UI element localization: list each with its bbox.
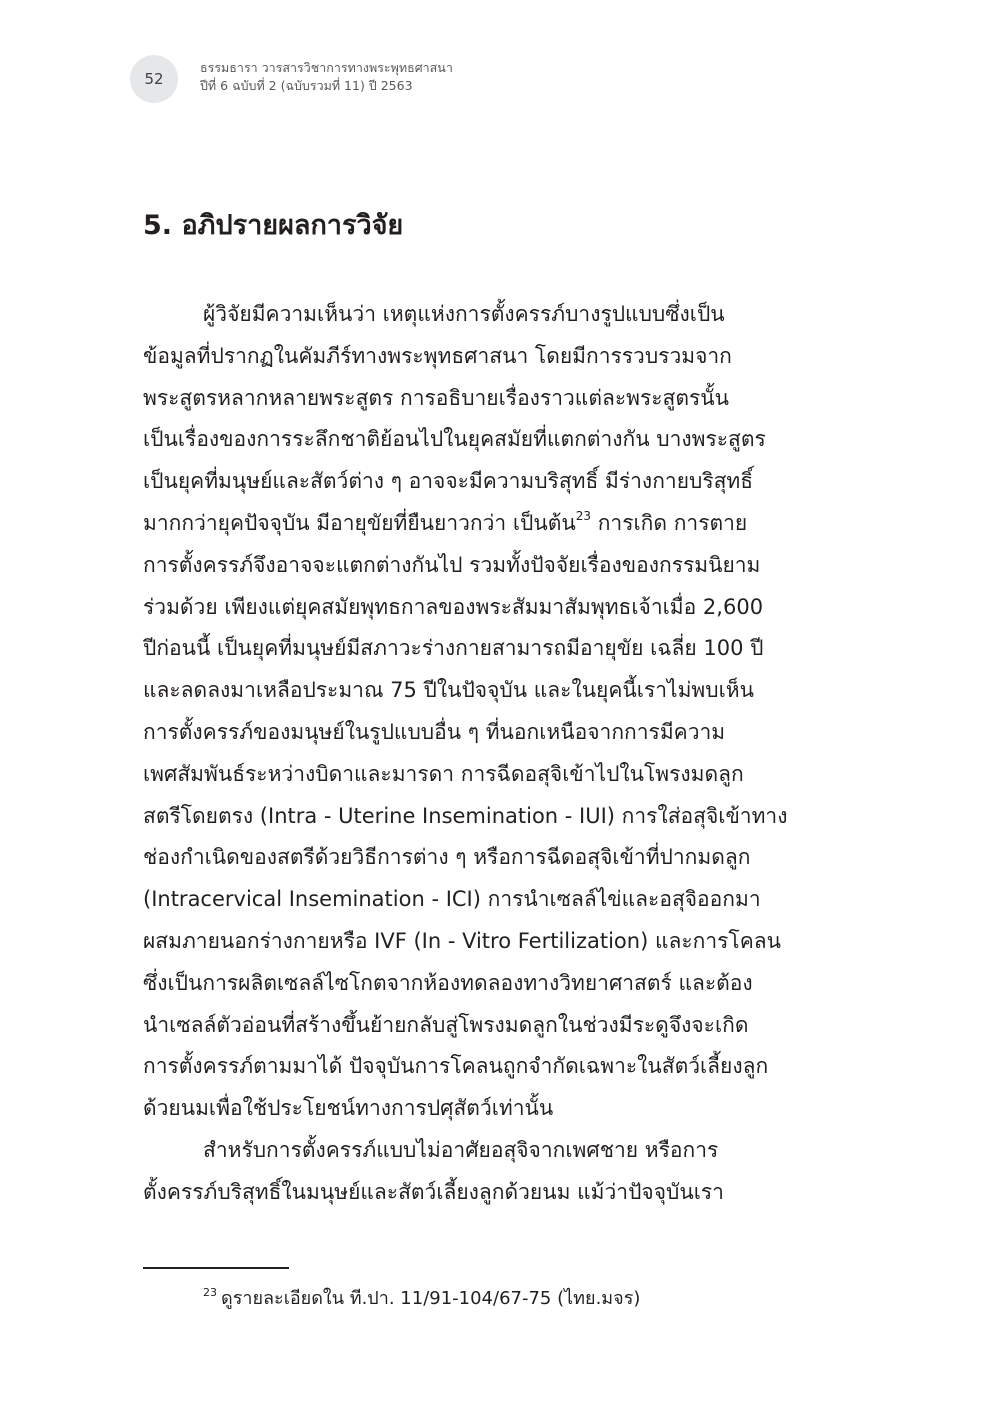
text-line: ผู้วิจัยมีความเห็นว่า เหตุแห่งการตั้งครรภ์บางรูปแบบซึ่งเป็น bbox=[203, 302, 725, 326]
text-line: และลดลงมาเหลือประมาณ 75 ปีในปัจจุบัน และในยุคนี้เราไม่พบเห็น bbox=[143, 678, 754, 703]
journal-info bbox=[200, 59, 453, 95]
text-line: สตรีโดยตรง (Intra - Uterine Insemination - IUI) การใส่อสุจิเข้าทาง bbox=[143, 803, 788, 828]
page-number: 52 bbox=[130, 55, 178, 103]
footnote-number: 23 bbox=[203, 1286, 217, 1299]
text-line: พระสูตรหลากหลายพระสูตร การอธิบายเรื่องราวแต่ละพระสูตรนั้น bbox=[143, 385, 729, 410]
text-line: ซึ่งเป็นการผลิตเซลล์ไซโกตจากห้องทดลองทางวิทยาศาสตร์ และต้อง bbox=[143, 970, 753, 995]
text-line: การตั้งครรภ์ตามมาได้ ปัจจุบันการโคลนถูกจำกัดเฉพาะในสัตว์เลี้ยงลูก bbox=[143, 1054, 769, 1079]
text-segment: มากกว่ายุคปัจจุบัน มีอายุขัยที่ยืนยาวกว่า เป็นต้น bbox=[143, 510, 576, 535]
paragraph-2 bbox=[143, 1130, 833, 1214]
text-line: ผสมภายนอกร่างกายหรือ IVF (In - Vitro Fertilization) และการโคลน bbox=[143, 928, 781, 953]
journal-title: ธรรมธารา วารสารวิชาการทางพระพุทธศาสนา bbox=[200, 60, 453, 75]
footnote-text: ดูรายละเอียดใน ที.ปา. 11/91-104/67-75 (ไทย.มจร) bbox=[221, 1288, 641, 1309]
text-line-with-footnote-ref bbox=[143, 503, 833, 545]
text-line: ด้วยนมเพื่อใช้ประโยชน์ทางการปศุสัตว์เท่านั้น bbox=[143, 1096, 554, 1121]
text-line: (Intracervical Insemination - ICI) การนำเซลล์ไข่และอสุจิออกมา bbox=[143, 887, 761, 912]
text-line: นำเซลล์ตัวอ่อนที่สร้างขึ้นย้ายกลับสู่โพรงมดลูกในช่วงมีระดูจึงจะเกิด bbox=[143, 1012, 749, 1037]
body-text bbox=[143, 294, 833, 1214]
text-segment: การเกิด การตาย bbox=[597, 510, 748, 535]
text-line: การตั้งครรภ์ของมนุษย์ในรูปแบบอื่น ๆ ที่นอกเหนือจากการมีความ bbox=[143, 719, 726, 744]
text-line: ร่วมด้วย เพียงแต่ยุคสมัยพุทธกาลของพระสัมมาสัมพุทธเจ้าเมื่อ 2,600 bbox=[143, 594, 764, 619]
footnote bbox=[203, 1287, 640, 1311]
text-line: เป็นยุคที่มนุษย์และสัตว์ต่าง ๆ อาจจะมีความบริสุทธิ์ มีร่างกายบริสุทธิ์ bbox=[143, 469, 754, 494]
text-line: สำหรับการตั้งครรภ์แบบไม่อาศัยอสุจิจากเพศชาย หรือการ bbox=[203, 1137, 719, 1162]
issue-info: ปีที่ 6 ฉบับที่ 2 (ฉบับรวมที่ 11) ปี 2563 bbox=[200, 78, 413, 93]
footnote-reference[interactable]: 23 bbox=[575, 508, 592, 523]
text-line: การตั้งครรภ์จึงอาจจะแตกต่างกันไป รวมทั้งปัจจัยเรื่องของกรรมนิยาม bbox=[143, 552, 761, 577]
text-line: เป็นเรื่องของการระลึกชาติย้อนไปในยุคสมัยที่แตกต่างกัน บางพระสูตร bbox=[143, 427, 766, 452]
text-line: ปีก่อนนี้ เป็นยุคที่มนุษย์มีสภาวะร่างกายสามารถมีอายุขัย เฉลี่ย 100 ปี bbox=[143, 636, 764, 661]
text-line: ตั้งครรภ์บริสุทธิ์ในมนุษย์และสัตว์เลี้ยงลูกด้วยนม แม้ว่าปัจจุบันเรา bbox=[143, 1179, 724, 1204]
text-line: ข้อมูลที่ปรากฏในคัมภีร์ทางพระพุทธศาสนา โดยมีการรวบรวมจาก bbox=[143, 343, 732, 368]
footnote-divider bbox=[143, 1267, 289, 1269]
text-line: เพศสัมพันธ์ระหว่างบิดาและมารดา การฉีดอสุจิเข้าไปในโพรงมดลูก bbox=[143, 761, 744, 786]
page-header bbox=[130, 55, 730, 105]
text-line: ช่องกำเนิดของสตรีด้วยวิธีการต่าง ๆ หรือการฉีดอสุจิเข้าที่ปากมดลูก bbox=[143, 845, 751, 870]
paragraph-1 bbox=[143, 294, 833, 1130]
section-heading: 5. อภิปรายผลการวิจัย bbox=[143, 210, 404, 241]
